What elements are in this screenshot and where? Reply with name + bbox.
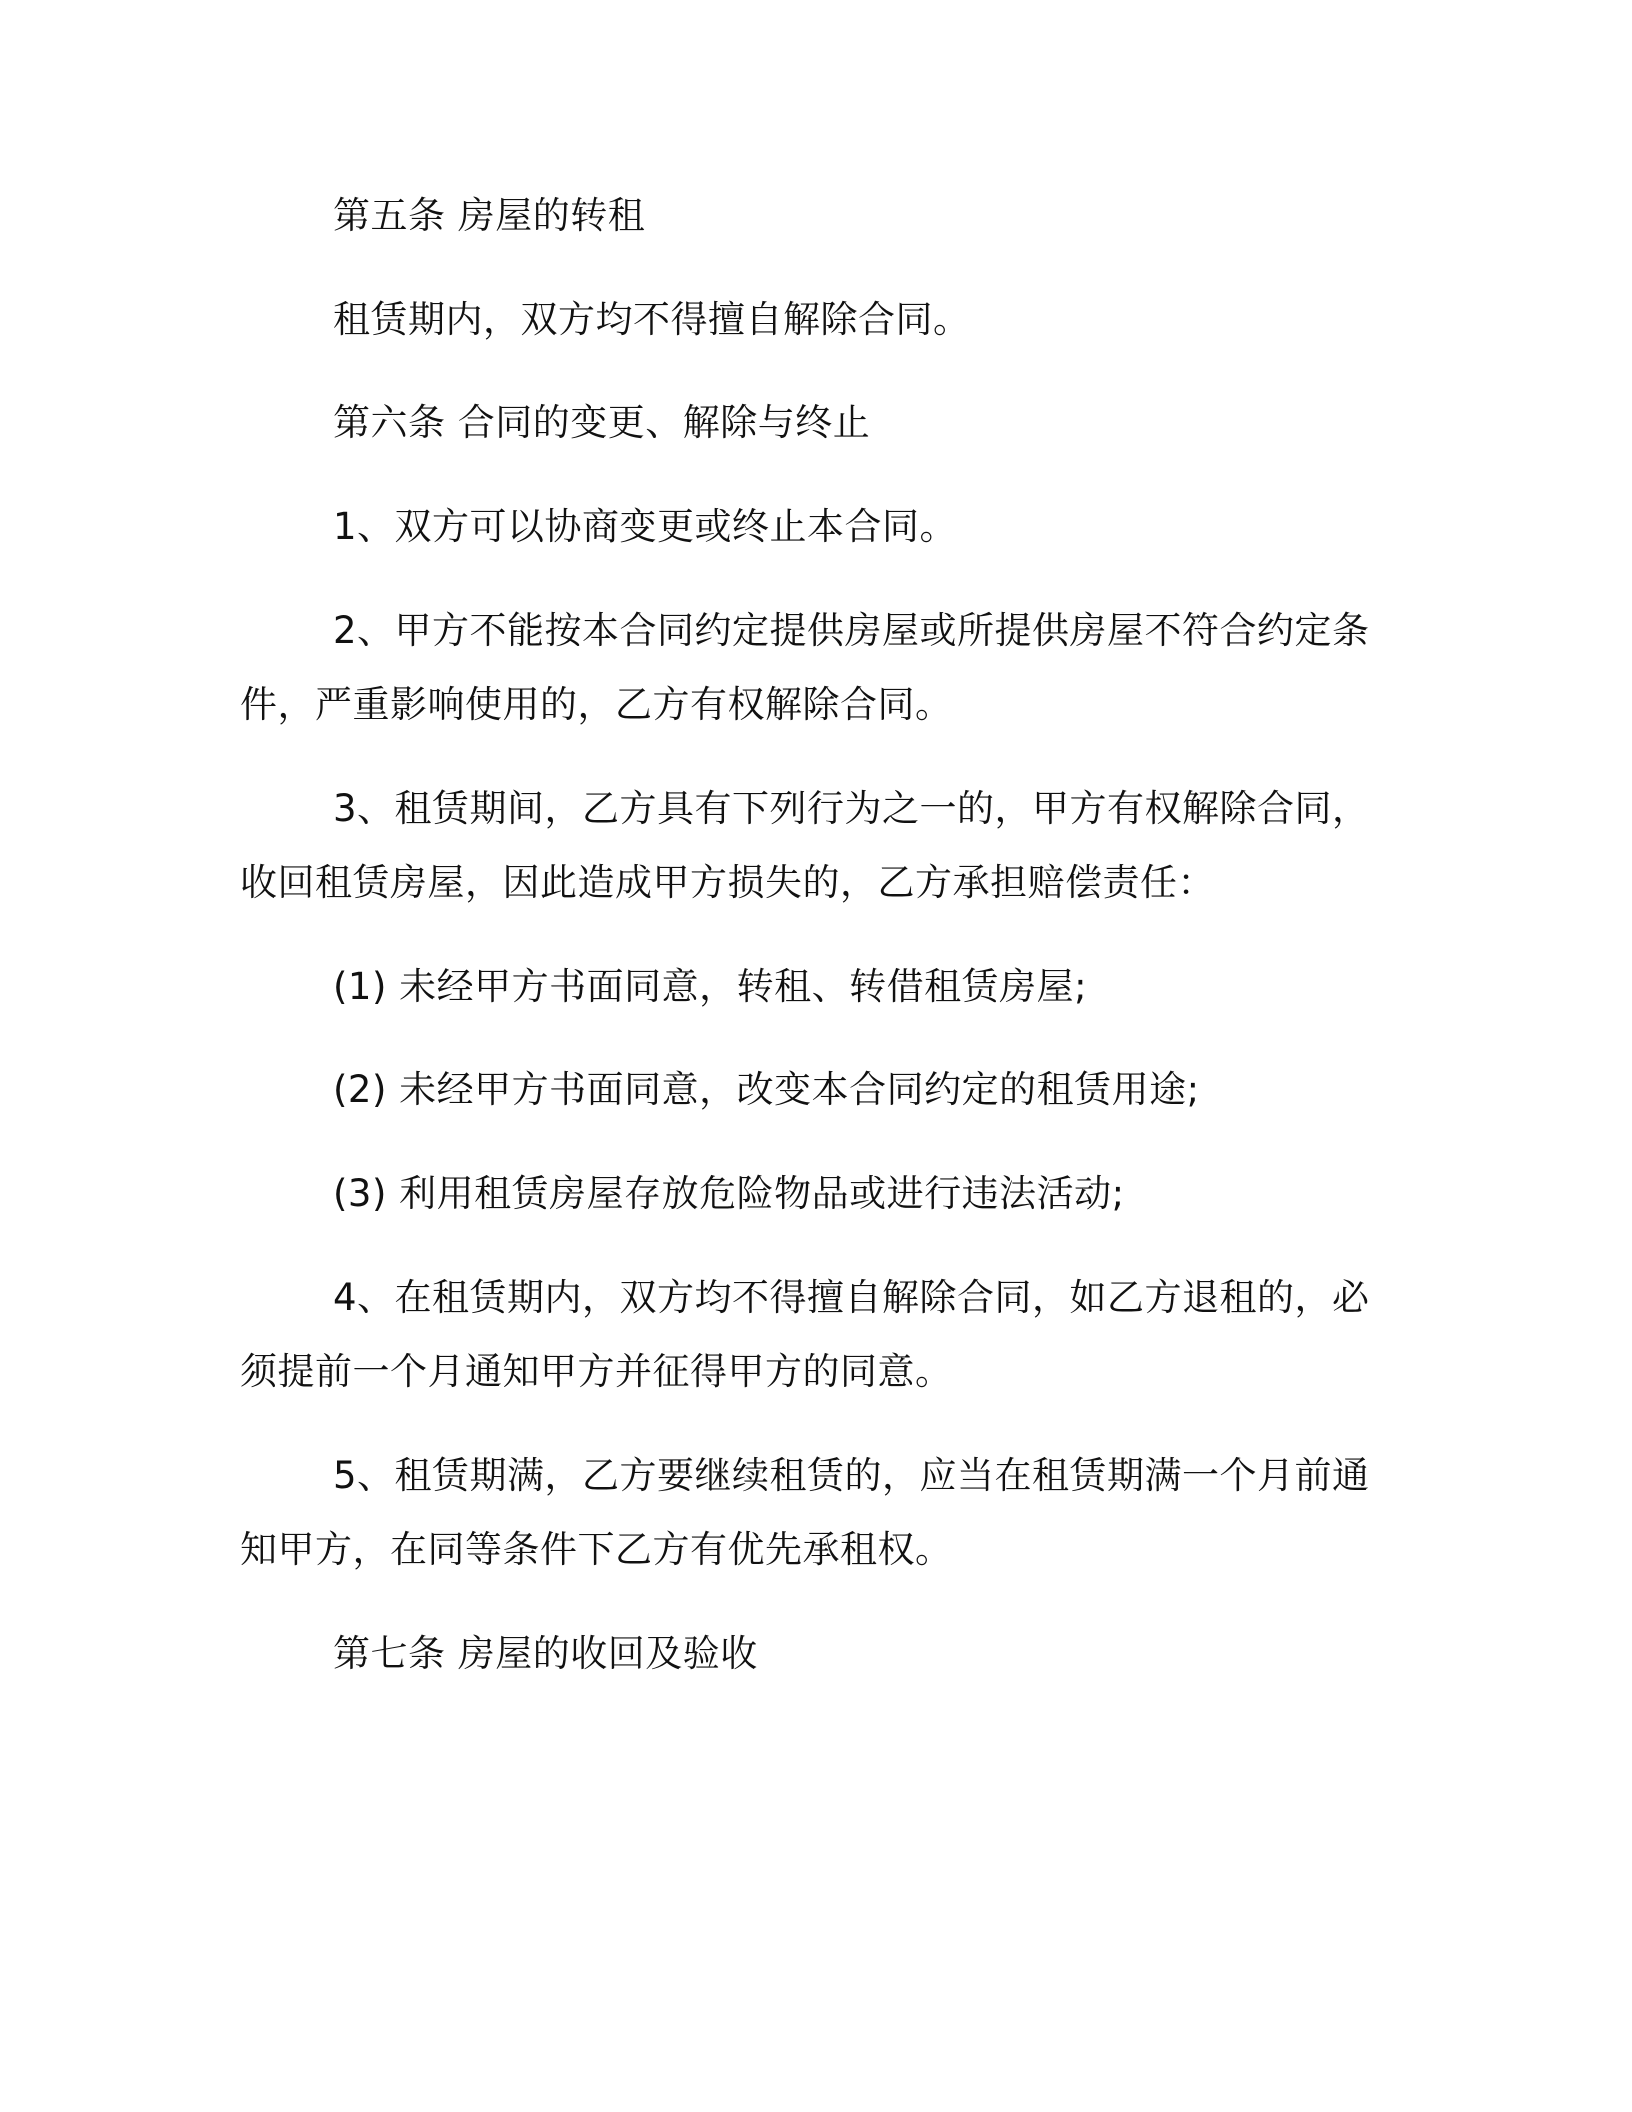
clause-4-line-2: 须提前一个月通知甲方并征得甲方的同意。 bbox=[240, 1350, 953, 1393]
clause-5-line-2: 知甲方，在同等条件下乙方有优先承租权。 bbox=[240, 1528, 953, 1571]
article-5-text: 租赁期内，双方均不得擅自解除合同。 bbox=[333, 298, 971, 341]
article-7-heading: 第七条 房屋的收回及验收 bbox=[333, 1632, 758, 1675]
clause-3-item-2: (2) 未经甲方书面同意，改变本合同约定的租赁用途; bbox=[333, 1068, 1200, 1111]
clause-3-item-3: (3) 利用租赁房屋存放危险物品或进行违法活动; bbox=[333, 1172, 1125, 1215]
clause-5-line-1: 5、租赁期满，乙方要继续租赁的，应当在租赁期满一个月前通 bbox=[333, 1454, 1370, 1497]
article-5-heading: 第五条 房屋的转租 bbox=[333, 194, 646, 237]
clause-3-line-1: 3、租赁期间，乙方具有下列行为之一的，甲方有权解除合同， bbox=[333, 787, 1370, 830]
clause-2-line-2: 件，严重影响使用的，乙方有权解除合同。 bbox=[240, 683, 953, 726]
clause-1: 1、双方可以协商变更或终止本合同。 bbox=[333, 505, 958, 548]
article-6-heading: 第六条 合同的变更、解除与终止 bbox=[333, 401, 871, 444]
clause-3-item-1: (1) 未经甲方书面同意，转租、转借租赁房屋; bbox=[333, 965, 1088, 1008]
clause-4-line-1: 4、在租赁期内，双方均不得擅自解除合同，如乙方退租的，必 bbox=[333, 1276, 1370, 1319]
clause-3-line-2: 收回租赁房屋，因此造成甲方损失的，乙方承担赔偿责任： bbox=[240, 861, 1215, 904]
clause-2-line-1: 2、甲方不能按本合同约定提供房屋或所提供房屋不符合约定条 bbox=[333, 609, 1370, 652]
